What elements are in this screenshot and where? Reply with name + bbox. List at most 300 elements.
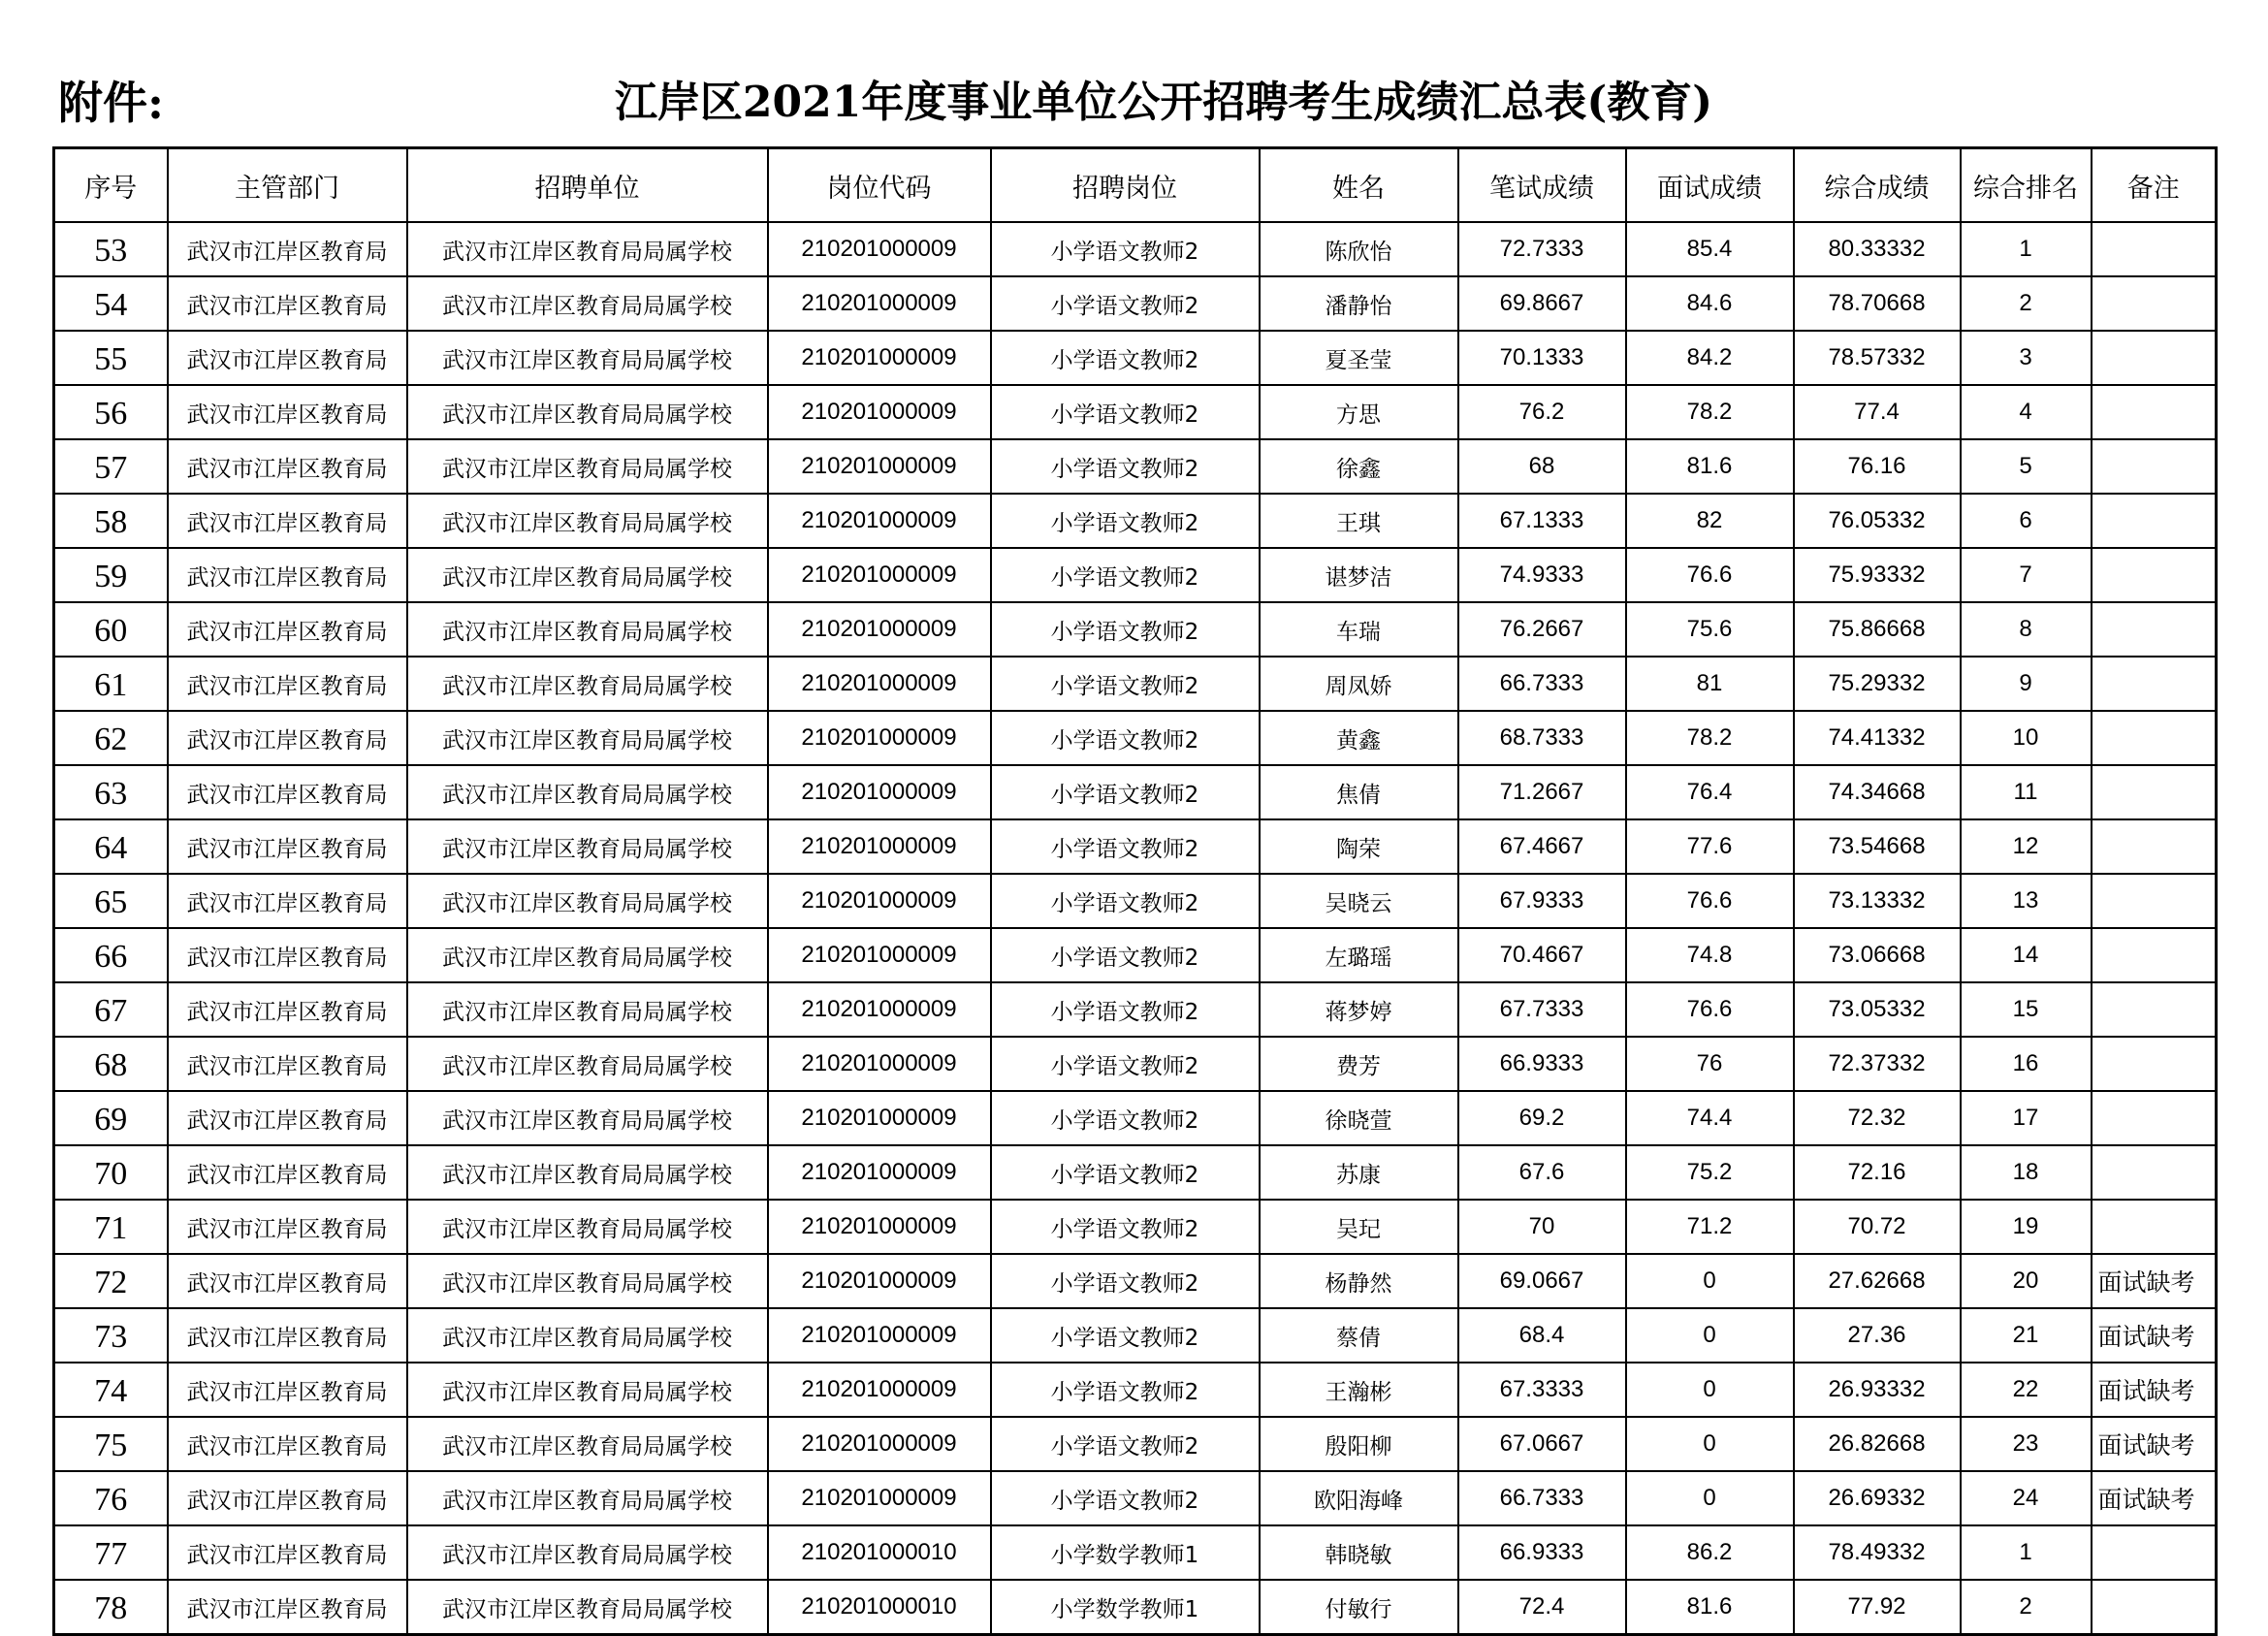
cell-unit: 武汉市江岸区教育局局属学校 bbox=[407, 439, 768, 494]
cell-name: 方思 bbox=[1260, 385, 1458, 439]
cell-written-score: 72.7333 bbox=[1458, 222, 1626, 276]
document-title: 江岸区2021年度事业单位公开招聘考生成绩汇总表(教育) bbox=[614, 78, 1713, 127]
cell-note bbox=[2092, 385, 2217, 439]
cell-interview-score: 74.8 bbox=[1626, 928, 1794, 982]
cell-unit: 武汉市江岸区教育局局属学校 bbox=[407, 819, 768, 874]
table-row bbox=[54, 711, 2217, 765]
header-unit: 招聘单位 bbox=[407, 148, 768, 223]
cell-unit: 武汉市江岸区教育局局属学校 bbox=[407, 276, 768, 331]
cell-total-score: 75.29332 bbox=[1794, 657, 1961, 711]
cell-seq: 64 bbox=[54, 819, 168, 874]
table-row bbox=[54, 548, 2217, 602]
table-row bbox=[54, 982, 2217, 1037]
cell-dept: 武汉市江岸区教育局 bbox=[168, 1308, 407, 1363]
cell-post-code: 210201000009 bbox=[768, 602, 991, 657]
cell-post-code: 210201000009 bbox=[768, 1037, 991, 1091]
cell-interview-score: 85.4 bbox=[1626, 222, 1794, 276]
score-summary-table bbox=[52, 146, 2218, 1636]
cell-interview-score: 76.6 bbox=[1626, 874, 1794, 928]
cell-post: 小学语文教师2 bbox=[991, 874, 1260, 928]
cell-unit: 武汉市江岸区教育局局属学校 bbox=[407, 331, 768, 385]
table-row bbox=[54, 1525, 2217, 1580]
cell-interview-score: 76 bbox=[1626, 1037, 1794, 1091]
table-row bbox=[54, 1091, 2217, 1145]
cell-post: 小学语文教师2 bbox=[991, 1091, 1260, 1145]
cell-post: 小学语文教师2 bbox=[991, 928, 1260, 982]
cell-interview-score: 76.6 bbox=[1626, 548, 1794, 602]
cell-note: 面试缺考 bbox=[2092, 1308, 2217, 1363]
cell-rank: 22 bbox=[1961, 1363, 2092, 1417]
cell-dept: 武汉市江岸区教育局 bbox=[168, 1417, 407, 1471]
cell-seq: 70 bbox=[54, 1145, 168, 1200]
cell-post: 小学语文教师2 bbox=[991, 1254, 1260, 1308]
cell-rank: 1 bbox=[1961, 222, 2092, 276]
cell-interview-score: 75.2 bbox=[1626, 1145, 1794, 1200]
cell-unit: 武汉市江岸区教育局局属学校 bbox=[407, 874, 768, 928]
cell-seq: 57 bbox=[54, 439, 168, 494]
cell-interview-score: 81.6 bbox=[1626, 1580, 1794, 1635]
cell-rank: 2 bbox=[1961, 1580, 2092, 1635]
cell-total-score: 74.41332 bbox=[1794, 711, 1961, 765]
cell-written-score: 66.7333 bbox=[1458, 1471, 1626, 1525]
cell-dept: 武汉市江岸区教育局 bbox=[168, 276, 407, 331]
cell-seq: 65 bbox=[54, 874, 168, 928]
cell-total-score: 27.62668 bbox=[1794, 1254, 1961, 1308]
cell-note bbox=[2092, 711, 2217, 765]
table-row bbox=[54, 276, 2217, 331]
cell-rank: 20 bbox=[1961, 1254, 2092, 1308]
cell-seq: 77 bbox=[54, 1525, 168, 1580]
cell-post-code: 210201000009 bbox=[768, 331, 991, 385]
cell-post: 小学语文教师2 bbox=[991, 982, 1260, 1037]
cell-interview-score: 0 bbox=[1626, 1363, 1794, 1417]
cell-rank: 6 bbox=[1961, 494, 2092, 548]
cell-interview-score: 71.2 bbox=[1626, 1200, 1794, 1254]
cell-post: 小学语文教师2 bbox=[991, 1037, 1260, 1091]
cell-post-code: 210201000009 bbox=[768, 982, 991, 1037]
cell-dept: 武汉市江岸区教育局 bbox=[168, 1363, 407, 1417]
cell-unit: 武汉市江岸区教育局局属学校 bbox=[407, 765, 768, 819]
cell-seq: 76 bbox=[54, 1471, 168, 1525]
cell-written-score: 67.4667 bbox=[1458, 819, 1626, 874]
header-written-score: 笔试成绩 bbox=[1458, 148, 1626, 223]
cell-note bbox=[2092, 657, 2217, 711]
cell-total-score: 77.4 bbox=[1794, 385, 1961, 439]
cell-rank: 3 bbox=[1961, 331, 2092, 385]
cell-name: 徐晓萱 bbox=[1260, 1091, 1458, 1145]
cell-seq: 66 bbox=[54, 928, 168, 982]
cell-unit: 武汉市江岸区教育局局属学校 bbox=[407, 222, 768, 276]
table-row bbox=[54, 1200, 2217, 1254]
table-row bbox=[54, 1308, 2217, 1363]
cell-dept: 武汉市江岸区教育局 bbox=[168, 819, 407, 874]
cell-written-score: 72.4 bbox=[1458, 1580, 1626, 1635]
cell-post: 小学语文教师2 bbox=[991, 1417, 1260, 1471]
cell-dept: 武汉市江岸区教育局 bbox=[168, 1091, 407, 1145]
cell-dept: 武汉市江岸区教育局 bbox=[168, 1037, 407, 1091]
cell-note bbox=[2092, 1091, 2217, 1145]
cell-seq: 59 bbox=[54, 548, 168, 602]
cell-note bbox=[2092, 765, 2217, 819]
table-row bbox=[54, 331, 2217, 385]
cell-name: 周凤娇 bbox=[1260, 657, 1458, 711]
table-row bbox=[54, 602, 2217, 657]
table-row bbox=[54, 1363, 2217, 1417]
cell-written-score: 68 bbox=[1458, 439, 1626, 494]
table-header bbox=[54, 148, 2217, 223]
cell-name: 王瀚彬 bbox=[1260, 1363, 1458, 1417]
cell-seq: 60 bbox=[54, 602, 168, 657]
cell-rank: 8 bbox=[1961, 602, 2092, 657]
cell-written-score: 69.2 bbox=[1458, 1091, 1626, 1145]
cell-note bbox=[2092, 331, 2217, 385]
cell-seq: 62 bbox=[54, 711, 168, 765]
cell-note bbox=[2092, 548, 2217, 602]
cell-seq: 58 bbox=[54, 494, 168, 548]
cell-post: 小学语文教师2 bbox=[991, 1471, 1260, 1525]
cell-dept: 武汉市江岸区教育局 bbox=[168, 1580, 407, 1635]
cell-written-score: 70 bbox=[1458, 1200, 1626, 1254]
cell-post-code: 210201000009 bbox=[768, 765, 991, 819]
cell-post: 小学语文教师2 bbox=[991, 602, 1260, 657]
cell-total-score: 72.37332 bbox=[1794, 1037, 1961, 1091]
cell-name: 陶荣 bbox=[1260, 819, 1458, 874]
cell-unit: 武汉市江岸区教育局局属学校 bbox=[407, 602, 768, 657]
cell-total-score: 73.13332 bbox=[1794, 874, 1961, 928]
cell-interview-score: 81 bbox=[1626, 657, 1794, 711]
cell-written-score: 76.2 bbox=[1458, 385, 1626, 439]
cell-note: 面试缺考 bbox=[2092, 1417, 2217, 1471]
cell-interview-score: 76.6 bbox=[1626, 982, 1794, 1037]
table-row bbox=[54, 439, 2217, 494]
cell-rank: 21 bbox=[1961, 1308, 2092, 1363]
cell-post: 小学语文教师2 bbox=[991, 1200, 1260, 1254]
cell-note bbox=[2092, 982, 2217, 1037]
cell-interview-score: 76.4 bbox=[1626, 765, 1794, 819]
cell-interview-score: 0 bbox=[1626, 1308, 1794, 1363]
cell-interview-score: 78.2 bbox=[1626, 711, 1794, 765]
cell-total-score: 76.16 bbox=[1794, 439, 1961, 494]
cell-total-score: 76.05332 bbox=[1794, 494, 1961, 548]
cell-unit: 武汉市江岸区教育局局属学校 bbox=[407, 1363, 768, 1417]
cell-total-score: 78.49332 bbox=[1794, 1525, 1961, 1580]
header-interview-score: 面试成绩 bbox=[1626, 148, 1794, 223]
cell-unit: 武汉市江岸区教育局局属学校 bbox=[407, 385, 768, 439]
cell-total-score: 77.92 bbox=[1794, 1580, 1961, 1635]
table-row bbox=[54, 1037, 2217, 1091]
cell-total-score: 26.69332 bbox=[1794, 1471, 1961, 1525]
cell-total-score: 78.70668 bbox=[1794, 276, 1961, 331]
cell-interview-score: 74.4 bbox=[1626, 1091, 1794, 1145]
cell-interview-score: 82 bbox=[1626, 494, 1794, 548]
cell-name: 谌梦洁 bbox=[1260, 548, 1458, 602]
cell-dept: 武汉市江岸区教育局 bbox=[168, 657, 407, 711]
cell-name: 夏圣莹 bbox=[1260, 331, 1458, 385]
cell-interview-score: 0 bbox=[1626, 1254, 1794, 1308]
cell-interview-score: 0 bbox=[1626, 1417, 1794, 1471]
cell-written-score: 66.9333 bbox=[1458, 1037, 1626, 1091]
cell-seq: 54 bbox=[54, 276, 168, 331]
cell-unit: 武汉市江岸区教育局局属学校 bbox=[407, 982, 768, 1037]
cell-unit: 武汉市江岸区教育局局属学校 bbox=[407, 1525, 768, 1580]
cell-rank: 7 bbox=[1961, 548, 2092, 602]
cell-written-score: 66.9333 bbox=[1458, 1525, 1626, 1580]
table-row bbox=[54, 222, 2217, 276]
cell-interview-score: 75.6 bbox=[1626, 602, 1794, 657]
cell-seq: 67 bbox=[54, 982, 168, 1037]
cell-post: 小学语文教师2 bbox=[991, 439, 1260, 494]
header-row bbox=[54, 148, 2217, 223]
cell-rank: 10 bbox=[1961, 711, 2092, 765]
cell-post: 小学语文教师2 bbox=[991, 494, 1260, 548]
cell-written-score: 70.4667 bbox=[1458, 928, 1626, 982]
cell-post-code: 210201000009 bbox=[768, 1200, 991, 1254]
cell-seq: 63 bbox=[54, 765, 168, 819]
cell-rank: 19 bbox=[1961, 1200, 2092, 1254]
cell-rank: 13 bbox=[1961, 874, 2092, 928]
cell-seq: 72 bbox=[54, 1254, 168, 1308]
cell-note: 面试缺考 bbox=[2092, 1471, 2217, 1525]
cell-dept: 武汉市江岸区教育局 bbox=[168, 222, 407, 276]
header-rank: 综合排名 bbox=[1961, 148, 2092, 223]
cell-written-score: 69.8667 bbox=[1458, 276, 1626, 331]
cell-rank: 17 bbox=[1961, 1091, 2092, 1145]
cell-seq: 73 bbox=[54, 1308, 168, 1363]
cell-rank: 9 bbox=[1961, 657, 2092, 711]
cell-interview-score: 78.2 bbox=[1626, 385, 1794, 439]
cell-post-code: 210201000010 bbox=[768, 1580, 991, 1635]
cell-rank: 23 bbox=[1961, 1417, 2092, 1471]
cell-written-score: 67.7333 bbox=[1458, 982, 1626, 1037]
table-row bbox=[54, 1471, 2217, 1525]
cell-rank: 16 bbox=[1961, 1037, 2092, 1091]
cell-written-score: 68.7333 bbox=[1458, 711, 1626, 765]
table-row bbox=[54, 1580, 2217, 1635]
cell-total-score: 75.93332 bbox=[1794, 548, 1961, 602]
cell-written-score: 67.9333 bbox=[1458, 874, 1626, 928]
cell-name: 杨静然 bbox=[1260, 1254, 1458, 1308]
cell-total-score: 80.33332 bbox=[1794, 222, 1961, 276]
table-row bbox=[54, 385, 2217, 439]
cell-note bbox=[2092, 1525, 2217, 1580]
table-row bbox=[54, 874, 2217, 928]
cell-post: 小学语文教师2 bbox=[991, 276, 1260, 331]
cell-post-code: 210201000009 bbox=[768, 711, 991, 765]
cell-rank: 11 bbox=[1961, 765, 2092, 819]
cell-rank: 18 bbox=[1961, 1145, 2092, 1200]
cell-name: 吴晓云 bbox=[1260, 874, 1458, 928]
cell-post-code: 210201000009 bbox=[768, 1091, 991, 1145]
table-row bbox=[54, 494, 2217, 548]
cell-written-score: 67.1333 bbox=[1458, 494, 1626, 548]
cell-seq: 68 bbox=[54, 1037, 168, 1091]
cell-post-code: 210201000009 bbox=[768, 494, 991, 548]
cell-dept: 武汉市江岸区教育局 bbox=[168, 928, 407, 982]
cell-dept: 武汉市江岸区教育局 bbox=[168, 765, 407, 819]
cell-note bbox=[2092, 874, 2217, 928]
cell-name: 殷阳柳 bbox=[1260, 1417, 1458, 1471]
cell-dept: 武汉市江岸区教育局 bbox=[168, 548, 407, 602]
cell-dept: 武汉市江岸区教育局 bbox=[168, 874, 407, 928]
cell-post-code: 210201000009 bbox=[768, 439, 991, 494]
cell-written-score: 67.0667 bbox=[1458, 1417, 1626, 1471]
cell-dept: 武汉市江岸区教育局 bbox=[168, 1200, 407, 1254]
cell-name: 蔡倩 bbox=[1260, 1308, 1458, 1363]
cell-post: 小学语文教师2 bbox=[991, 385, 1260, 439]
cell-dept: 武汉市江岸区教育局 bbox=[168, 982, 407, 1037]
header-dept: 主管部门 bbox=[168, 148, 407, 223]
cell-rank: 24 bbox=[1961, 1471, 2092, 1525]
cell-dept: 武汉市江岸区教育局 bbox=[168, 385, 407, 439]
cell-seq: 61 bbox=[54, 657, 168, 711]
cell-unit: 武汉市江岸区教育局局属学校 bbox=[407, 928, 768, 982]
cell-post: 小学语文教师2 bbox=[991, 1308, 1260, 1363]
table-row bbox=[54, 819, 2217, 874]
cell-note bbox=[2092, 1037, 2217, 1091]
cell-note bbox=[2092, 1200, 2217, 1254]
attachment-label: 附件: bbox=[58, 77, 164, 129]
cell-post-code: 210201000009 bbox=[768, 222, 991, 276]
cell-unit: 武汉市江岸区教育局局属学校 bbox=[407, 657, 768, 711]
cell-post: 小学语文教师2 bbox=[991, 657, 1260, 711]
cell-seq: 56 bbox=[54, 385, 168, 439]
cell-dept: 武汉市江岸区教育局 bbox=[168, 1145, 407, 1200]
header-post-code: 岗位代码 bbox=[768, 148, 991, 223]
cell-post: 小学语文教师2 bbox=[991, 222, 1260, 276]
cell-total-score: 73.05332 bbox=[1794, 982, 1961, 1037]
cell-interview-score: 0 bbox=[1626, 1471, 1794, 1525]
cell-total-score: 27.36 bbox=[1794, 1308, 1961, 1363]
cell-post: 小学语文教师2 bbox=[991, 331, 1260, 385]
cell-name: 徐鑫 bbox=[1260, 439, 1458, 494]
cell-note bbox=[2092, 439, 2217, 494]
cell-name: 蒋梦婷 bbox=[1260, 982, 1458, 1037]
header-seq: 序号 bbox=[54, 148, 168, 223]
cell-seq: 55 bbox=[54, 331, 168, 385]
cell-dept: 武汉市江岸区教育局 bbox=[168, 494, 407, 548]
cell-post: 小学语文教师2 bbox=[991, 1145, 1260, 1200]
cell-dept: 武汉市江岸区教育局 bbox=[168, 1525, 407, 1580]
cell-unit: 武汉市江岸区教育局局属学校 bbox=[407, 1091, 768, 1145]
cell-note: 面试缺考 bbox=[2092, 1254, 2217, 1308]
cell-post-code: 210201000009 bbox=[768, 1145, 991, 1200]
cell-written-score: 76.2667 bbox=[1458, 602, 1626, 657]
cell-total-score: 73.54668 bbox=[1794, 819, 1961, 874]
cell-interview-score: 84.2 bbox=[1626, 331, 1794, 385]
cell-written-score: 69.0667 bbox=[1458, 1254, 1626, 1308]
cell-post-code: 210201000009 bbox=[768, 1471, 991, 1525]
cell-note bbox=[2092, 276, 2217, 331]
cell-post: 小学语文教师2 bbox=[991, 1363, 1260, 1417]
cell-total-score: 73.06668 bbox=[1794, 928, 1961, 982]
cell-written-score: 71.2667 bbox=[1458, 765, 1626, 819]
cell-name: 付敏行 bbox=[1260, 1580, 1458, 1635]
table-row bbox=[54, 928, 2217, 982]
cell-name: 陈欣怡 bbox=[1260, 222, 1458, 276]
cell-post-code: 210201000010 bbox=[768, 1525, 991, 1580]
cell-name: 韩晓敏 bbox=[1260, 1525, 1458, 1580]
cell-post-code: 210201000009 bbox=[768, 1417, 991, 1471]
cell-unit: 武汉市江岸区教育局局属学校 bbox=[407, 1580, 768, 1635]
cell-unit: 武汉市江岸区教育局局属学校 bbox=[407, 711, 768, 765]
table-row bbox=[54, 1145, 2217, 1200]
cell-rank: 1 bbox=[1961, 1525, 2092, 1580]
cell-post: 小学语文教师2 bbox=[991, 819, 1260, 874]
cell-written-score: 67.3333 bbox=[1458, 1363, 1626, 1417]
cell-total-score: 74.34668 bbox=[1794, 765, 1961, 819]
cell-post-code: 210201000009 bbox=[768, 385, 991, 439]
cell-note bbox=[2092, 602, 2217, 657]
header-name: 姓名 bbox=[1260, 148, 1458, 223]
cell-dept: 武汉市江岸区教育局 bbox=[168, 1471, 407, 1525]
header-note: 备注 bbox=[2092, 148, 2217, 223]
cell-seq: 71 bbox=[54, 1200, 168, 1254]
cell-name: 费芳 bbox=[1260, 1037, 1458, 1091]
cell-unit: 武汉市江岸区教育局局属学校 bbox=[407, 1254, 768, 1308]
cell-unit: 武汉市江岸区教育局局属学校 bbox=[407, 1308, 768, 1363]
cell-interview-score: 77.6 bbox=[1626, 819, 1794, 874]
cell-name: 车瑞 bbox=[1260, 602, 1458, 657]
cell-post: 小学语文教师2 bbox=[991, 548, 1260, 602]
cell-rank: 4 bbox=[1961, 385, 2092, 439]
table-row bbox=[54, 657, 2217, 711]
cell-seq: 69 bbox=[54, 1091, 168, 1145]
cell-post: 小学语文教师2 bbox=[991, 765, 1260, 819]
table-row bbox=[54, 765, 2217, 819]
cell-unit: 武汉市江岸区教育局局属学校 bbox=[407, 1200, 768, 1254]
cell-seq: 75 bbox=[54, 1417, 168, 1471]
cell-rank: 15 bbox=[1961, 982, 2092, 1037]
cell-name: 左璐瑶 bbox=[1260, 928, 1458, 982]
cell-dept: 武汉市江岸区教育局 bbox=[168, 1254, 407, 1308]
cell-post-code: 210201000009 bbox=[768, 928, 991, 982]
cell-post-code: 210201000009 bbox=[768, 276, 991, 331]
cell-post-code: 210201000009 bbox=[768, 1254, 991, 1308]
cell-rank: 12 bbox=[1961, 819, 2092, 874]
cell-post-code: 210201000009 bbox=[768, 1308, 991, 1363]
cell-name: 王琪 bbox=[1260, 494, 1458, 548]
cell-unit: 武汉市江岸区教育局局属学校 bbox=[407, 1417, 768, 1471]
cell-unit: 武汉市江岸区教育局局属学校 bbox=[407, 1471, 768, 1525]
cell-written-score: 70.1333 bbox=[1458, 331, 1626, 385]
cell-note: 面试缺考 bbox=[2092, 1363, 2217, 1417]
cell-total-score: 26.82668 bbox=[1794, 1417, 1961, 1471]
cell-interview-score: 81.6 bbox=[1626, 439, 1794, 494]
cell-name: 欧阳海峰 bbox=[1260, 1471, 1458, 1525]
cell-post-code: 210201000009 bbox=[768, 1363, 991, 1417]
cell-rank: 14 bbox=[1961, 928, 2092, 982]
cell-dept: 武汉市江岸区教育局 bbox=[168, 602, 407, 657]
table-row bbox=[54, 1417, 2217, 1471]
cell-rank: 2 bbox=[1961, 276, 2092, 331]
cell-total-score: 70.72 bbox=[1794, 1200, 1961, 1254]
cell-interview-score: 84.6 bbox=[1626, 276, 1794, 331]
cell-total-score: 72.16 bbox=[1794, 1145, 1961, 1200]
cell-note bbox=[2092, 928, 2217, 982]
cell-dept: 武汉市江岸区教育局 bbox=[168, 439, 407, 494]
cell-dept: 武汉市江岸区教育局 bbox=[168, 711, 407, 765]
cell-note bbox=[2092, 1145, 2217, 1200]
cell-name: 焦倩 bbox=[1260, 765, 1458, 819]
table-body bbox=[54, 222, 2217, 1635]
cell-seq: 74 bbox=[54, 1363, 168, 1417]
cell-total-score: 72.32 bbox=[1794, 1091, 1961, 1145]
cell-total-score: 75.86668 bbox=[1794, 602, 1961, 657]
cell-seq: 53 bbox=[54, 222, 168, 276]
cell-name: 潘静怡 bbox=[1260, 276, 1458, 331]
cell-note bbox=[2092, 819, 2217, 874]
cell-total-score: 78.57332 bbox=[1794, 331, 1961, 385]
